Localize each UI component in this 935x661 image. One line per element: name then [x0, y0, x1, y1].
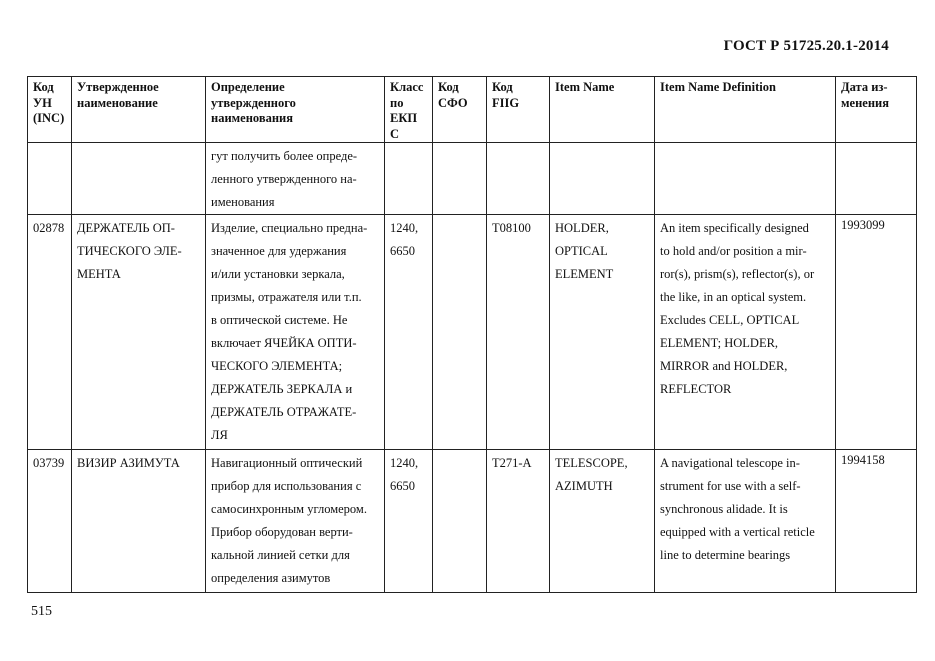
header-line: (INC) [33, 111, 65, 125]
cell-line: T08100 [492, 221, 531, 235]
cell-line: to hold and/or position a mir- [660, 244, 807, 258]
header-line: Дата из- [841, 80, 888, 94]
cell-line: МЕНТА [77, 267, 121, 281]
cell-line: synchronous alidade. It is [660, 502, 788, 516]
cell-change-date [836, 450, 917, 593]
cell-line: самосинхронным угломером. [211, 502, 367, 516]
cell-line: TELESCOPE, [555, 456, 628, 470]
cell-fiig-code [487, 450, 550, 593]
cell-name-definition [206, 450, 385, 593]
cell-line: T271-A [492, 456, 532, 470]
header-item-name [550, 77, 655, 143]
cell-line: ror(s), prism(s), reflector(s), or [660, 267, 815, 281]
cell-line: именования [211, 195, 275, 209]
header-fiig-code [487, 77, 550, 143]
header-line: Определение [211, 80, 285, 94]
cell-line: 1993099 [841, 218, 885, 232]
cell-line: ELEMENT [555, 267, 614, 281]
cell-item-name-definition [655, 450, 836, 593]
cell-line: прибор для использования с [211, 479, 362, 493]
cell-line: An item specifically designed [660, 221, 809, 235]
cell-change-date [836, 143, 917, 215]
cell-line: призмы, отражателя или т.п. [211, 290, 362, 304]
cell-line: 6650 [390, 479, 415, 493]
cell-line: Excludes CELL, OPTICAL [660, 313, 800, 327]
cell-line: в оптической системе. Не [211, 313, 348, 327]
header-line: менения [841, 95, 889, 110]
cell-line: ЛЯ [211, 428, 228, 442]
cell-item-name [550, 215, 655, 450]
cell-name-definition [206, 143, 385, 215]
table-row [28, 215, 917, 450]
header-line: УН [33, 95, 52, 110]
cell-inc-code [28, 450, 72, 593]
cell-item-name-definition [655, 215, 836, 450]
cell-line: значенное для удержания [211, 244, 347, 258]
header-line: СФО [438, 95, 468, 110]
header-approved-name [72, 77, 206, 143]
cell-approved-name [72, 450, 206, 593]
cell-fiig-code [487, 215, 550, 450]
cell-sfo-code [433, 143, 487, 215]
cell-inc-code [28, 215, 72, 450]
cell-line: MIRROR and HOLDER, [660, 359, 788, 373]
cell-line: определения азимутов [211, 571, 331, 585]
header-line: по [390, 95, 404, 110]
cell-line: ДЕРЖАТЕЛЬ ОП- [77, 221, 175, 235]
cell-line: кальной линией сетки для [211, 548, 350, 562]
cell-fiig-code [487, 143, 550, 215]
cell-line: Изделие, специально предна- [211, 221, 368, 235]
cell-line: strument for use with a self- [660, 479, 801, 493]
cell-item-name [550, 143, 655, 215]
cell-line: включает ЯЧЕЙКА ОПТИ- [211, 336, 357, 350]
header-line: С [390, 126, 400, 141]
header-line: утвержденного [211, 95, 296, 110]
header-line: Утвержденное [77, 80, 159, 94]
cell-line: Прибор оборудован верти- [211, 525, 353, 539]
nomenclature-table [27, 76, 917, 593]
cell-line: line to determine bearings [660, 548, 791, 562]
header-class [385, 77, 433, 143]
cell-line: ЧЕСКОГО ЭЛЕМЕНТА; [211, 359, 343, 373]
cell-line: 6650 [390, 244, 415, 258]
cell-line: ТИЧЕСКОГО ЭЛЕ- [77, 244, 182, 258]
header-line: Класс [390, 80, 424, 94]
cell-inc-code [28, 143, 72, 215]
header-row [28, 77, 917, 143]
cell-item-name [550, 450, 655, 593]
cell-class [385, 143, 433, 215]
header-sfo-code [433, 77, 487, 143]
cell-line: 03739 [33, 456, 65, 470]
cell-item-name-definition [655, 143, 836, 215]
cell-line: the like, in an optical system. [660, 290, 807, 304]
cell-approved-name [72, 215, 206, 450]
cell-line: 1994158 [841, 453, 885, 467]
cell-class [385, 450, 433, 593]
page-number: 515 [31, 604, 52, 619]
cell-line: A navigational telescope in- [660, 456, 800, 470]
header-name-definition [206, 77, 385, 143]
header-line: ЕКП [390, 111, 418, 125]
header-line: Код [33, 80, 54, 94]
cell-sfo-code [433, 450, 487, 593]
cell-line: Навигационный оптический [211, 456, 363, 470]
cell-line: 02878 [33, 221, 65, 235]
table-row [28, 450, 917, 593]
cell-line: ВИЗИР АЗИМУТА [77, 456, 180, 470]
cell-sfo-code [433, 215, 487, 450]
cell-class [385, 215, 433, 450]
cell-line: ленного утвержденного на- [211, 172, 357, 186]
header-line: Код [492, 80, 513, 94]
cell-change-date [836, 215, 917, 450]
cell-line: гут получить более опреде- [211, 149, 358, 163]
header-item-name-definition [655, 77, 836, 143]
cell-line: 1240, [390, 456, 419, 470]
header-change-date [836, 77, 917, 143]
cell-line: ДЕРЖАТЕЛЬ ЗЕРКАЛА и [211, 382, 353, 396]
cell-line: OPTICAL [555, 244, 608, 258]
cell-line: equipped with a vertical reticle [660, 525, 815, 539]
header-line: FIIG [492, 95, 520, 110]
cell-line: REFLECTOR [660, 382, 732, 396]
table-row-continuation [28, 143, 917, 215]
cell-approved-name [72, 143, 206, 215]
cell-name-definition [206, 215, 385, 450]
document-code: ГОСТ Р 51725.20.1-2014 [723, 38, 889, 54]
cell-line: HOLDER, [555, 221, 609, 235]
header-line: наименования [211, 111, 294, 125]
cell-line: ELEMENT; HOLDER, [660, 336, 779, 350]
cell-line: ДЕРЖАТЕЛЬ ОТРАЖАТЕ- [211, 405, 357, 419]
header-line: наименование [77, 95, 158, 110]
cell-line: AZIMUTH [555, 479, 613, 493]
header-inc-code [28, 77, 72, 143]
cell-line: и/или установки зеркала, [211, 267, 345, 281]
cell-line: 1240, [390, 221, 419, 235]
header-line: Код [438, 80, 459, 94]
header-line: Item Name Definition [660, 80, 776, 94]
header-line: Item Name [555, 80, 615, 94]
